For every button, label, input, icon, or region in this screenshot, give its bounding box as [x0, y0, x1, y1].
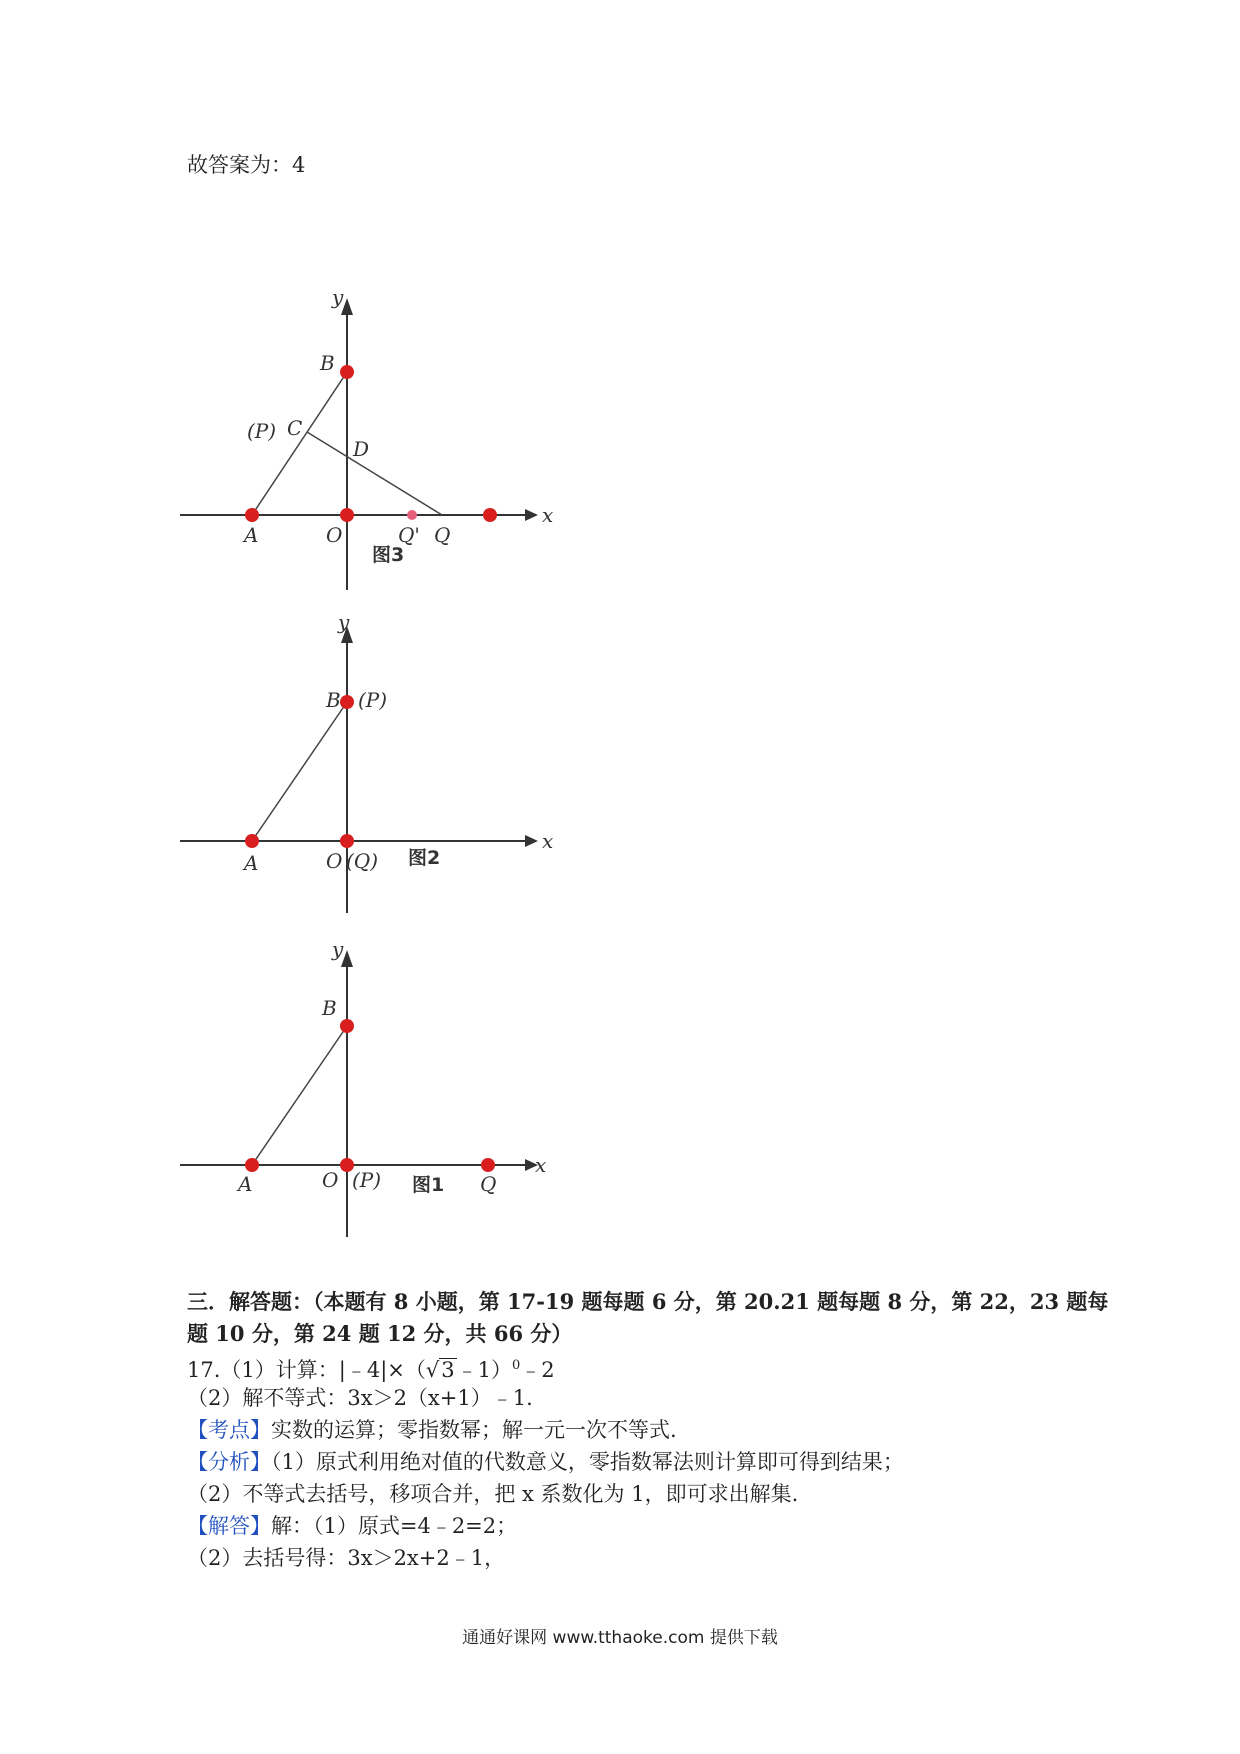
segment-ab [252, 372, 347, 515]
segment-ab [252, 702, 347, 841]
point-q [481, 1158, 495, 1172]
label-x: x [542, 503, 554, 527]
label-q-prime: Q' [398, 523, 420, 547]
kaodian-line [187, 1415, 677, 1445]
x-axis-arrow [525, 509, 538, 521]
kaodian-tag: 【考点】 [187, 1418, 271, 1442]
label-b: B [322, 996, 337, 1020]
figure-caption: 图1 [412, 1174, 445, 1196]
point-a [245, 1158, 259, 1172]
label-a: A [244, 851, 259, 875]
segment-cq [307, 432, 442, 515]
q17-part1-suffix: ﹣2 [520, 1358, 555, 1382]
q17-part1 [187, 1351, 555, 1385]
label-p: (P) [358, 688, 388, 712]
point-a [245, 508, 259, 522]
label-x: x [535, 1153, 547, 1177]
label-q: (Q) [346, 849, 379, 873]
section-heading-line2: 题 10 分，第 24 题 12 分，共 66 分） [187, 1321, 573, 1346]
point-end [483, 508, 497, 522]
fenxi-line1 [187, 1447, 904, 1477]
sqrt-radicand: 3 [441, 1358, 455, 1382]
point-o [340, 834, 354, 848]
exponent: 0 [512, 1358, 521, 1373]
label-p: (P) [247, 419, 277, 443]
answer-line: 故答案为：4 [187, 153, 306, 177]
label-a: A [238, 1172, 253, 1196]
figure-caption: 图2 [408, 847, 441, 869]
figure-1 [180, 932, 560, 1252]
label-x: x [542, 829, 554, 853]
label-y: y [332, 937, 344, 961]
jieda-text1: 解：（1）原式=4﹣2=2； [271, 1514, 518, 1538]
figure-caption: 图3 [372, 544, 405, 566]
point-a [245, 834, 259, 848]
section-heading-line1: 三．解答题：（本题有 8 小题，第 17-19 题每题 6 分，第 20.21 题每题 8 分，第 22，23 题每 [187, 1289, 1109, 1314]
jieda-tag: 【解答】 [187, 1514, 271, 1538]
label-o: O [322, 1168, 339, 1192]
label-a: A [244, 523, 259, 547]
label-o: O [326, 849, 343, 873]
q17-part1-mid: ﹣1） [456, 1358, 513, 1382]
figure-3 [180, 280, 560, 600]
label-d: D [353, 437, 370, 461]
label-b: B [320, 351, 335, 375]
label-y: y [338, 610, 350, 634]
label-q: Q [480, 1172, 497, 1196]
jieda-line2: （2）去括号得：3x＞2x+2﹣1， [187, 1546, 506, 1570]
fenxi-tag: 【分析】 [187, 1450, 271, 1474]
label-o: O [326, 523, 343, 547]
label-b: B [326, 688, 341, 712]
jieda-line1 [187, 1511, 517, 1541]
label-p: (P) [352, 1168, 382, 1192]
point-o [340, 508, 354, 522]
kaodian-text: 实数的运算；零指数幂；解一元一次不等式. [271, 1418, 677, 1442]
point-b [340, 365, 354, 379]
fenxi-line2: （2）不等式去括号，移项合并，把 x 系数化为 1，即可求出解集. [187, 1482, 799, 1506]
sqrt-sign: √ [425, 1358, 440, 1382]
label-y: y [332, 285, 344, 309]
figure-2 [180, 608, 560, 928]
q17-part2: （2）解不等式：3x＞2（x+1）﹣1. [187, 1386, 533, 1410]
label-q: Q [434, 523, 451, 547]
label-c: C [287, 416, 303, 440]
fenxi-text1: （1）原式利用绝对值的代数意义，零指数幂法则计算即可得到结果； [271, 1450, 904, 1474]
point-b [340, 695, 354, 709]
q17-part1-prefix: 17.（1）计算：|﹣4|×（ [187, 1358, 426, 1382]
x-axis-arrow [525, 835, 538, 847]
point-b [340, 1019, 354, 1033]
page-footer: 通通好课网 www.tthaoke.com 提供下载 [462, 1628, 778, 1648]
segment-ab [252, 1026, 347, 1165]
point-q-prime [407, 510, 417, 520]
